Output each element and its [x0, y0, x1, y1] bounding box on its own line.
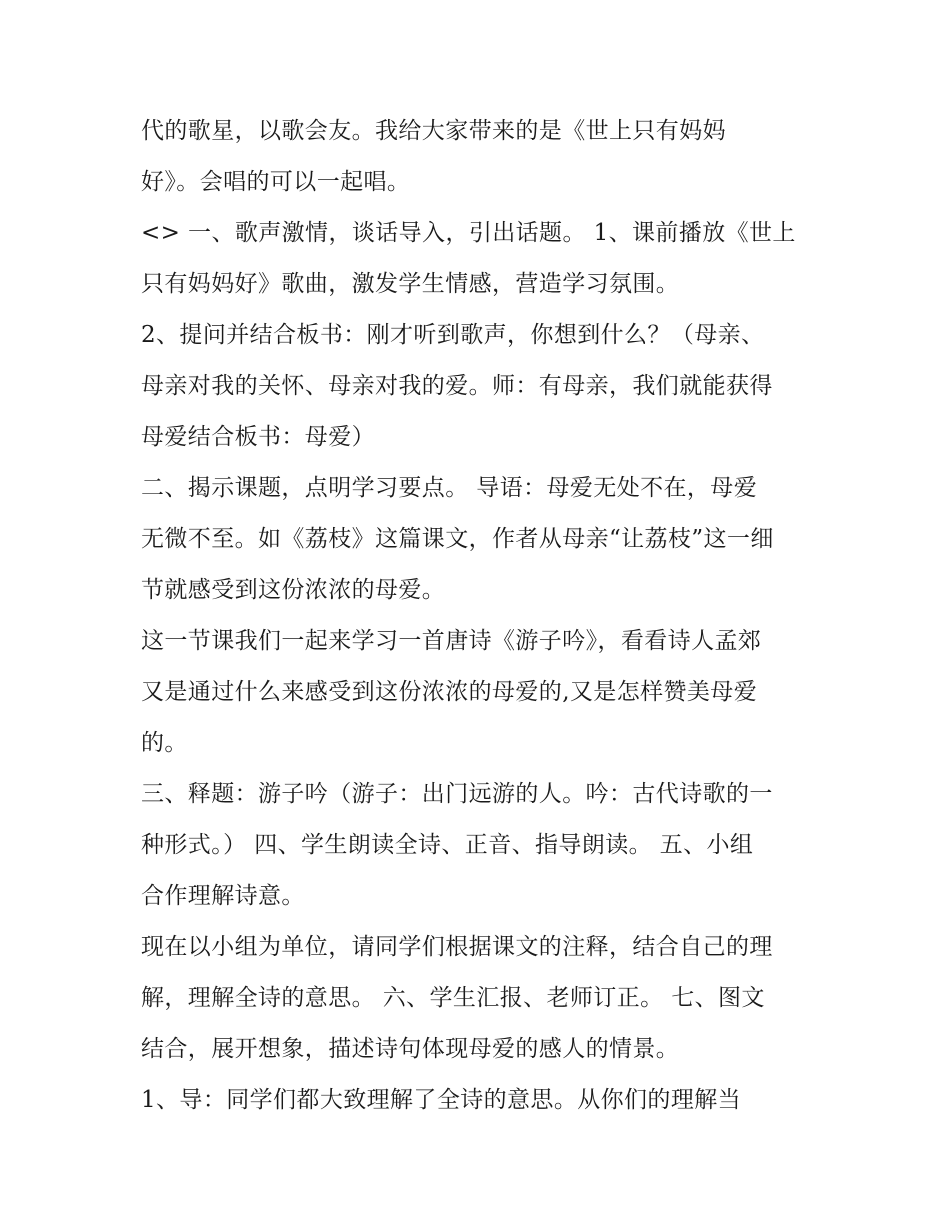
text-line: 合作理解诗意。	[141, 883, 305, 909]
text-line: 无微不至。如《荔枝》这篇课文，作者从母亲“让荔枝”这一细	[141, 526, 774, 552]
text-line: 的。	[141, 730, 188, 756]
text-line: 代的歌星，以歌会友。我给大家带来的是《世上只有妈妈	[141, 118, 726, 144]
text-line: 三、释题：游子吟（游子：出门远游的人。吟：古代诗歌的一	[141, 781, 773, 807]
text-line: 节就感受到这份浓浓的母爱。	[141, 577, 446, 603]
text-line: 2、提问并结合板书：刚才听到歌声，你想到什么？（母亲、	[141, 322, 765, 348]
text-line: 这一节课我们一起来学习一首唐诗《游子吟》，看看诗人孟郊	[141, 628, 762, 654]
text-line: 1、导：同学们都大致理解了全诗的意思。从你们的理解当	[141, 1087, 742, 1113]
text-line: 母亲对我的关怀、母亲对我的爱。师：有母亲，我们就能获得	[141, 373, 773, 399]
body-text	[141, 107, 821, 1127]
text-line: 母爱结合板书：母爱）	[141, 424, 375, 450]
text-line: 又是通过什么来感受到这份浓浓的母爱的,又是怎样赞美母爱	[141, 679, 758, 705]
text-line: 解，理解全诗的意思。 六、学生汇报、老师订正。 七、图文	[141, 985, 765, 1011]
text-line: 种形式。） 四、学生朗读全诗、正音、指导朗读。 五、小组	[141, 832, 754, 858]
text-line: 现在以小组为单位，请同学们根据课文的注释，结合自己的理	[141, 934, 773, 960]
text-line: 好》。会唱的可以一起唱。	[141, 169, 411, 195]
text-line: 二、揭示课题，点明学习要点。 导语：母爱无处不在，母爱	[141, 475, 758, 501]
text-line: 结合，展开想象，描述诗句体现母爱的感人的情景。	[141, 1036, 680, 1062]
text-line: 只有妈妈好》歌曲，激发学生情感，营造学习氛围。	[141, 271, 680, 297]
text-line: <> 一、歌声激情，谈话导入，引出话题。 1、课前播放《世上	[141, 220, 796, 246]
